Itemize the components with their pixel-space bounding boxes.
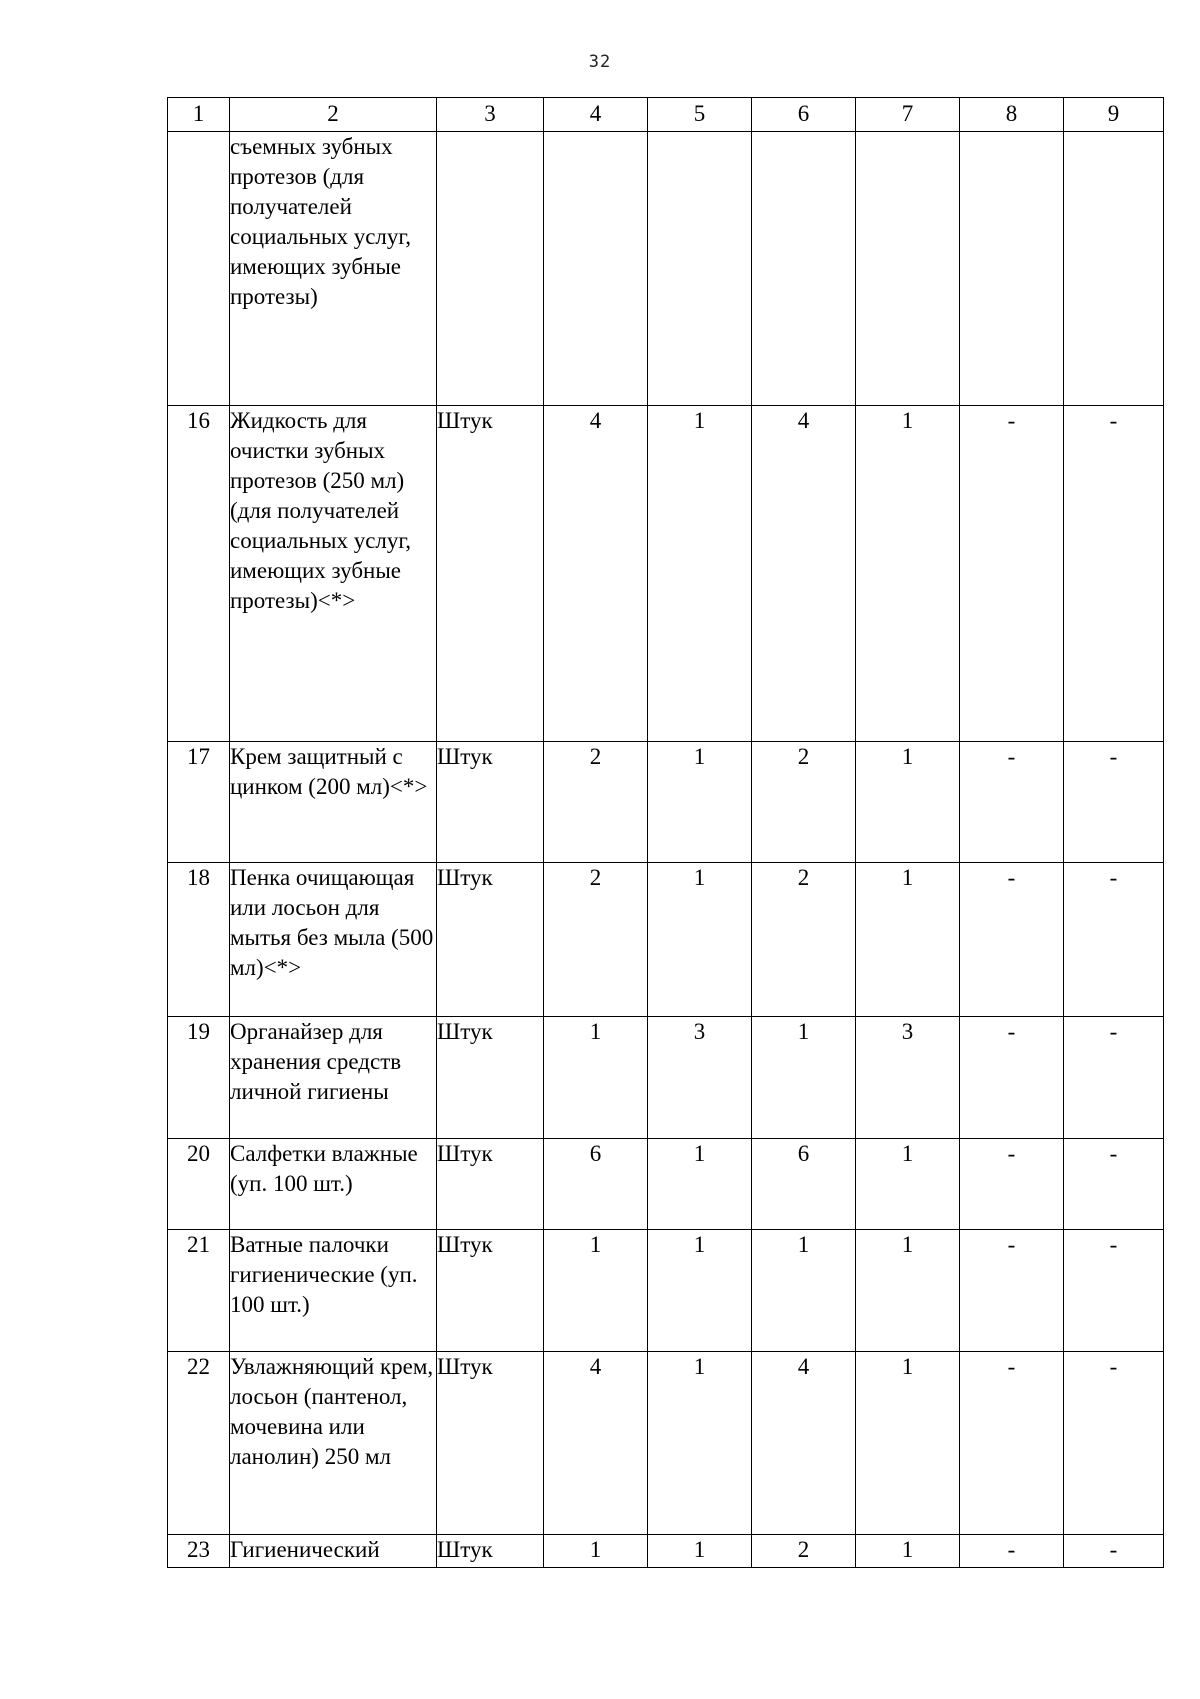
row-number: 18 bbox=[168, 863, 230, 1017]
value-cell: 1 bbox=[856, 742, 960, 863]
value-cell: 1 bbox=[856, 1139, 960, 1230]
table-row bbox=[168, 1352, 1164, 1535]
value-cell: 2 bbox=[752, 1535, 856, 1568]
unit-cell: Штук bbox=[437, 863, 544, 1017]
value-cell: 6 bbox=[752, 1139, 856, 1230]
items-table bbox=[167, 97, 1164, 1568]
header-cell: 4 bbox=[544, 98, 648, 132]
value-cell: 4 bbox=[752, 406, 856, 742]
row-number: 17 bbox=[168, 742, 230, 863]
value-cell: - bbox=[1064, 1230, 1164, 1352]
value-cell: 1 bbox=[856, 863, 960, 1017]
header-cell: 8 bbox=[960, 98, 1064, 132]
value-cell: 1 bbox=[856, 1230, 960, 1352]
header-cell: 2 bbox=[230, 98, 437, 132]
value-cell: 1 bbox=[544, 1230, 648, 1352]
value-cell: 1 bbox=[648, 1535, 752, 1568]
page-number: 32 bbox=[588, 52, 612, 72]
value-cell: - bbox=[960, 1017, 1064, 1139]
value-cell: 2 bbox=[544, 863, 648, 1017]
value-cell: - bbox=[1064, 1535, 1164, 1568]
item-name: Жидкость для очистки зубных протезов (250 мл) (для получателей социальных услуг, имеющих зубные протезы)<*> bbox=[230, 406, 437, 742]
item-name: съемных зубных протезов (для получателей социальных услуг, имеющих зубные протезы) bbox=[230, 132, 437, 406]
row-number: 23 bbox=[168, 1535, 230, 1568]
row-number: 19 bbox=[168, 1017, 230, 1139]
row-number: 22 bbox=[168, 1352, 230, 1535]
value-cell: 4 bbox=[544, 406, 648, 742]
value-cell: 1 bbox=[544, 1535, 648, 1568]
row-number: 20 bbox=[168, 1139, 230, 1230]
unit-cell: Штук bbox=[437, 1017, 544, 1139]
value-cell: - bbox=[1064, 1139, 1164, 1230]
value-cell: 1 bbox=[856, 1535, 960, 1568]
value-cell bbox=[960, 132, 1064, 406]
value-cell: - bbox=[1064, 406, 1164, 742]
value-cell: 2 bbox=[752, 863, 856, 1017]
table-row bbox=[168, 863, 1164, 1017]
value-cell: 1 bbox=[648, 406, 752, 742]
header-cell: 9 bbox=[1064, 98, 1164, 132]
table-row bbox=[168, 406, 1164, 742]
header-cell: 1 bbox=[168, 98, 230, 132]
value-cell: 1 bbox=[544, 1017, 648, 1139]
unit-cell: Штук bbox=[437, 1535, 544, 1568]
item-name: Гигиенический bbox=[230, 1535, 437, 1568]
value-cell: - bbox=[960, 863, 1064, 1017]
value-cell: 1 bbox=[648, 1352, 752, 1535]
item-name: Ватные палочки гигиенические (уп. 100 шт.) bbox=[230, 1230, 437, 1352]
value-cell: 1 bbox=[752, 1017, 856, 1139]
value-cell: 1 bbox=[648, 1230, 752, 1352]
item-name: Увлажняющий крем, лосьон (пантенол, мочевина или ланолин) 250 мл bbox=[230, 1352, 437, 1535]
value-cell: 4 bbox=[752, 1352, 856, 1535]
item-name: Салфетки влажные (уп. 100 шт.) bbox=[230, 1139, 437, 1230]
row-number bbox=[168, 132, 230, 406]
row-number: 16 bbox=[168, 406, 230, 742]
value-cell: - bbox=[960, 406, 1064, 742]
value-cell bbox=[1064, 132, 1164, 406]
value-cell: 3 bbox=[648, 1017, 752, 1139]
value-cell: - bbox=[1064, 863, 1164, 1017]
item-name: Крем защитный с цинком (200 мл)<*> bbox=[230, 742, 437, 863]
value-cell: - bbox=[1064, 1352, 1164, 1535]
value-cell: - bbox=[1064, 742, 1164, 863]
header-cell: 3 bbox=[437, 98, 544, 132]
value-cell: - bbox=[960, 1352, 1064, 1535]
unit-cell: Штук bbox=[437, 406, 544, 742]
value-cell: 1 bbox=[752, 1230, 856, 1352]
header-row bbox=[168, 98, 1164, 132]
value-cell: - bbox=[960, 1230, 1064, 1352]
value-cell bbox=[648, 132, 752, 406]
unit-cell: Штук bbox=[437, 1139, 544, 1230]
value-cell bbox=[544, 132, 648, 406]
item-name: Органайзер для хранения средств личной гигиены bbox=[230, 1017, 437, 1139]
value-cell: - bbox=[960, 1535, 1064, 1568]
item-name: Пенка очищающая или лосьон для мытья без мыла (500 мл)<*> bbox=[230, 863, 437, 1017]
value-cell: 2 bbox=[752, 742, 856, 863]
header-cell: 7 bbox=[856, 98, 960, 132]
value-cell: - bbox=[960, 742, 1064, 863]
table-row bbox=[168, 1535, 1164, 1568]
header-cell: 5 bbox=[648, 98, 752, 132]
value-cell bbox=[856, 132, 960, 406]
table-row bbox=[168, 1017, 1164, 1139]
value-cell: 1 bbox=[648, 742, 752, 863]
value-cell: 1 bbox=[648, 1139, 752, 1230]
unit-cell bbox=[437, 132, 544, 406]
value-cell: 2 bbox=[544, 742, 648, 863]
value-cell: 6 bbox=[544, 1139, 648, 1230]
unit-cell: Штук bbox=[437, 1230, 544, 1352]
unit-cell: Штук bbox=[437, 742, 544, 863]
header-cell: 6 bbox=[752, 98, 856, 132]
table-row bbox=[168, 1230, 1164, 1352]
value-cell: 1 bbox=[856, 406, 960, 742]
table-row bbox=[168, 742, 1164, 863]
value-cell: 3 bbox=[856, 1017, 960, 1139]
value-cell bbox=[752, 132, 856, 406]
value-cell: 1 bbox=[856, 1352, 960, 1535]
table-row bbox=[168, 132, 1164, 406]
value-cell: - bbox=[960, 1139, 1064, 1230]
value-cell: 4 bbox=[544, 1352, 648, 1535]
unit-cell: Штук bbox=[437, 1352, 544, 1535]
value-cell: 1 bbox=[648, 863, 752, 1017]
table-row bbox=[168, 1139, 1164, 1230]
value-cell: - bbox=[1064, 1017, 1164, 1139]
row-number: 21 bbox=[168, 1230, 230, 1352]
